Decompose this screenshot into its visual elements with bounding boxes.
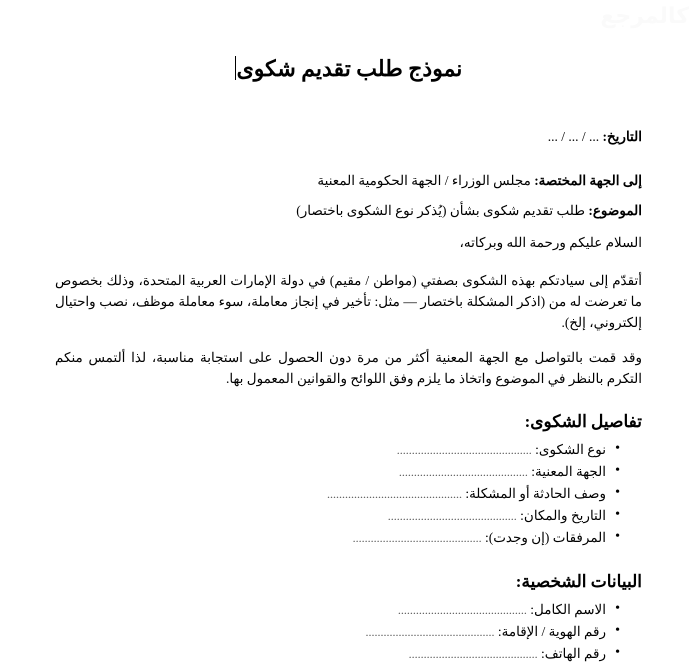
field-label: التاريخ والمكان: [520, 507, 606, 523]
field-label: رقم الهاتف: [540, 645, 606, 661]
personal-data-list [55, 599, 642, 665]
subject-value: طلب تقديم شكوى بشأن (يُذكر نوع الشكوى باختصار) [296, 203, 585, 218]
field-label: رقم الهوية / الإقامة: [497, 623, 606, 639]
personal-data-heading: البيانات الشخصية: [515, 571, 642, 591]
complaint-details-list [55, 439, 642, 549]
subject-label: الموضوع: [588, 203, 642, 218]
authority-line [55, 166, 642, 196]
field-dots: ........................................... [397, 602, 527, 617]
field-dots: ............................................. [326, 486, 462, 501]
salutation-line: السلام عليكم ورحمة الله وبركاته، [459, 235, 642, 250]
list-item [55, 461, 620, 483]
field-label: الجهة المعنية: [531, 463, 606, 479]
page-title [0, 54, 697, 84]
list-item [55, 527, 620, 549]
list-item [55, 621, 620, 643]
field-label: وصف الحادثة أو المشكلة: [465, 485, 606, 501]
list-item [55, 599, 620, 621]
field-label: الاسم الكامل: [530, 601, 606, 617]
field-dots: ........................................... [352, 530, 482, 545]
document-body [55, 118, 642, 665]
page-title-text: نموذج طلب تقديم شكوى [236, 56, 463, 81]
field-dots: ........................................... [398, 464, 528, 479]
field-label: المرفقات (إن وجدت): [484, 529, 606, 545]
date-label: التاريخ: [602, 129, 642, 144]
field-dots: ........................................... [387, 508, 517, 523]
authority-value: مجلس الوزراء / الجهة الحكومية المعنية [317, 173, 531, 188]
list-item [55, 505, 620, 527]
text-cursor [235, 56, 236, 80]
watermark-text: كالمرجع [600, 3, 689, 28]
complaint-details-heading: تفاصيل الشكوى: [524, 411, 642, 431]
date-line [55, 122, 642, 152]
authority-label: إلى الجهة المختصة: [534, 173, 642, 188]
body-paragraph-2: وقد قمت بالتواصل مع الجهة المعنية أكثر من مرة دون الحصول على استجابة مناسبة، لذا ألتمس منكم التكرم بالنظر في الموضوع واتخاذ ما يلزم وفق اللوائح والقوانين المعمول بها. [55, 349, 642, 386]
body-paragraph-1: أتقدّم إلى سيادتكم بهذه الشكوى بصفتي (مواطن / مقيم) في دولة الإمارات العربية المتحدة، وذلك بخصوص ما تعرضت له من (اذكر المشكلة باختصار — مثل: تأخير في إنجاز معاملة، سوء معاملة موظف، نصب واحتيال إلكتروني، إلخ). [55, 273, 642, 330]
field-label: نوع الشكوى: [535, 441, 606, 457]
date-value: ... / ... / ... [547, 129, 600, 144]
list-item [55, 439, 620, 461]
subject-line [55, 196, 642, 226]
field-dots: ............................................. [396, 442, 532, 457]
field-dots: ........................................... [365, 624, 495, 639]
list-item [55, 643, 620, 665]
list-item [55, 483, 620, 505]
field-dots: ........................................... [408, 646, 538, 661]
